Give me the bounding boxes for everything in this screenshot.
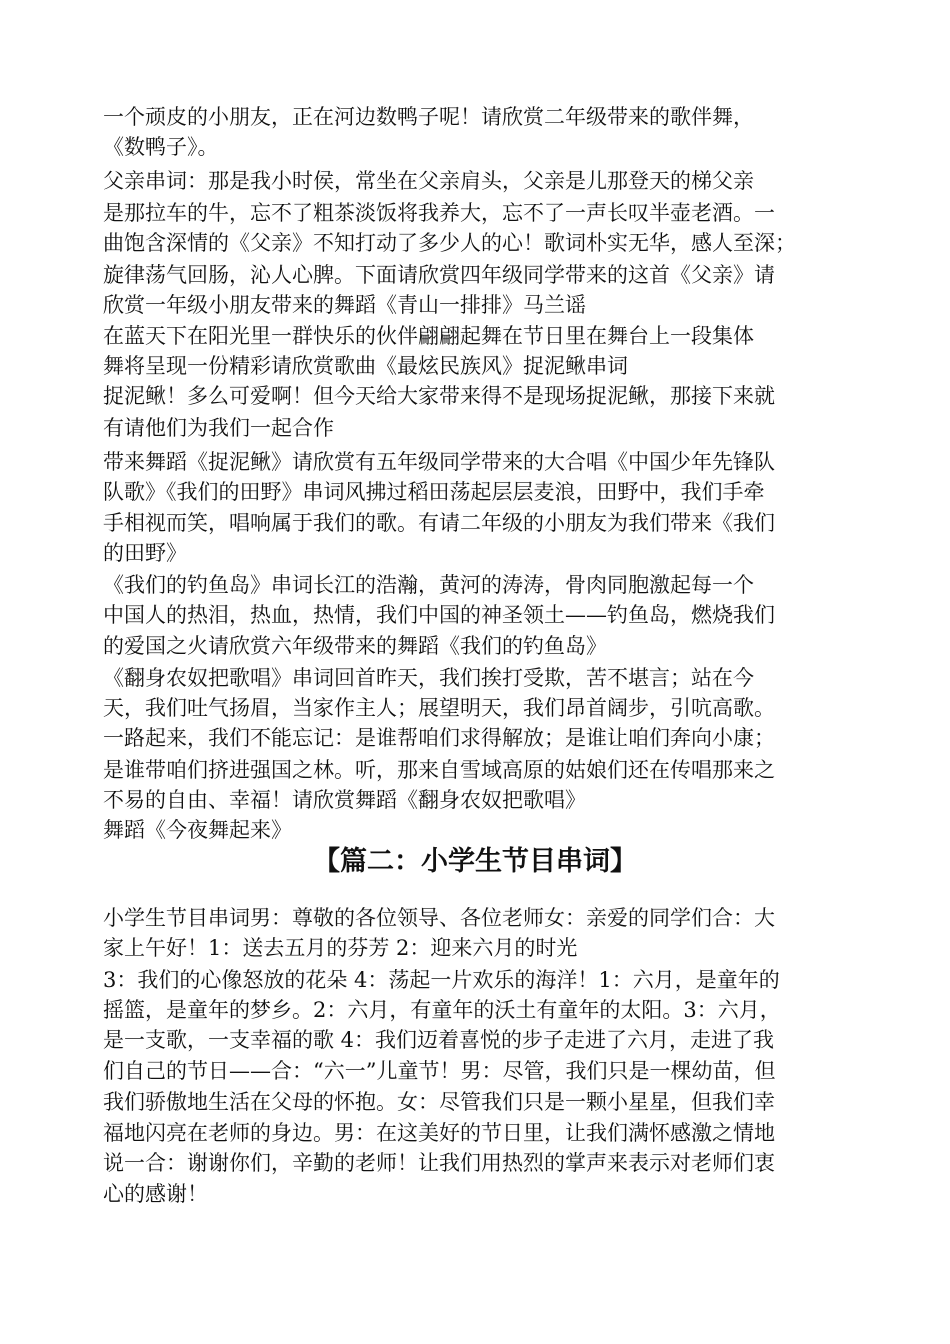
text-line: 说一合：谢谢你们，辛勤的老师！让我们用热烈的掌声来表示对老师们衷 xyxy=(103,1151,775,1175)
text-line: 《我们的钓鱼岛》串词长江的浩瀚，黄河的涛涛，骨肉同胞激起每一个 xyxy=(103,573,754,597)
text-line: 3：我们的心像怒放的花朵 4：荡起一片欢乐的海洋！1：六月，是童年的 xyxy=(103,968,780,992)
text-line: 摇篮，是童年的梦乡。2：六月，有童年的沃土有童年的太阳。3：六月， xyxy=(103,998,781,1022)
text-line: 一路起来，我们不能忘记：是谁帮咱们求得解放；是谁让咱们奔向小康； xyxy=(103,726,775,750)
text-line: 手相视而笑，唱响属于我们的歌。有请二年级的小朋友为我们带来《我们 xyxy=(103,511,775,535)
text-line: 欣赏一年级小朋友带来的舞蹈《青山一排排》马兰谣 xyxy=(103,293,586,317)
text-line: 心的感谢！ xyxy=(103,1182,208,1206)
text-line: 旋律荡气回肠，沁人心脾。下面请欣赏四年级同学带来的这首《父亲》请 xyxy=(103,263,775,287)
text-line: 是那拉车的牛，忘不了粗茶淡饭将我养大，忘不了一声长叹半壶老酒。一 xyxy=(103,201,775,225)
section-heading: 【篇二：小学生节目串词】 xyxy=(313,846,637,877)
text-line: 舞将呈现一份精彩请欣赏歌曲《最炫民族风》捉泥鳅串词 xyxy=(103,354,628,378)
text-line: 舞蹈《今夜舞起来》 xyxy=(103,818,292,842)
text-line: 福地闪亮在老师的身边。男：在这美好的节日里，让我们满怀感激之情地 xyxy=(103,1121,775,1145)
text-line: 是谁带咱们挤进强国之林。听，那来自雪域高原的姑娘们还在传唱那来之 xyxy=(103,758,775,782)
text-line: 不易的自由、幸福！请欣赏舞蹈《翻身农奴把歌唱》 xyxy=(103,788,586,812)
text-line: 小学生节目串词男：尊敬的各位领导、各位老师女：亲爱的同学们合：大 xyxy=(103,906,775,930)
text-line: 一个顽皮的小朋友，正在河边数鸭子呢！请欣赏二年级带来的歌伴舞， xyxy=(103,105,754,129)
text-line: 家上午好！1：送去五月的芬芳 2：迎来六月的时光 xyxy=(103,936,578,960)
text-line: 《翻身农奴把歌唱》串词回首昨天，我们挨打受欺，苦不堪言；站在今 xyxy=(103,666,754,690)
text-line: 在蓝天下在阳光里一群快乐的伙伴翩翩起舞在节日里在舞台上一段集体 xyxy=(103,324,754,348)
text-line: 的爱国之火请欣赏六年级带来的舞蹈《我们的钓鱼岛》 xyxy=(103,634,607,658)
text-line: 的田野》 xyxy=(103,541,187,565)
text-line: 是一支歌，一支幸福的歌 4：我们迈着喜悦的步子走进了六月，走进了我 xyxy=(103,1028,775,1052)
text-line: 中国人的热泪，热血，热情，我们中国的神圣领土——钓鱼岛，燃烧我们 xyxy=(103,603,775,627)
text-line: 队歌》《我们的田野》串词风拂过稻田荡起层层麦浪，田野中，我们手牵 xyxy=(103,480,765,504)
text-line: 父亲串词：那是我小时侯，常坐在父亲肩头，父亲是儿那登天的梯父亲 xyxy=(103,169,754,193)
text-line: 《数鸭子》。 xyxy=(103,135,219,159)
text-line: 捉泥鳅！多么可爱啊！但今天给大家带来得不是现场捉泥鳅，那接下来就 xyxy=(103,384,775,408)
text-line: 们自己的节日——合：“六一”儿童节！男：尽管，我们只是一棵幼苗，但 xyxy=(103,1059,776,1083)
text-line: 我们骄傲地生活在父母的怀抱。女：尽管我们只是一颗小星星，但我们幸 xyxy=(103,1090,775,1114)
text-line: 曲饱含深情的《父亲》不知打动了多少人的心！歌词朴实无华，感人至深； xyxy=(103,231,796,255)
text-line: 天，我们吐气扬眉，当家作主人；展望明天，我们昂首阔步，引吭高歌。 xyxy=(103,696,775,720)
text-line: 有请他们为我们一起合作 xyxy=(103,416,334,440)
text-line: 带来舞蹈《捉泥鳅》请欣赏有五年级同学带来的大合唱《中国少年先锋队 xyxy=(103,450,775,474)
